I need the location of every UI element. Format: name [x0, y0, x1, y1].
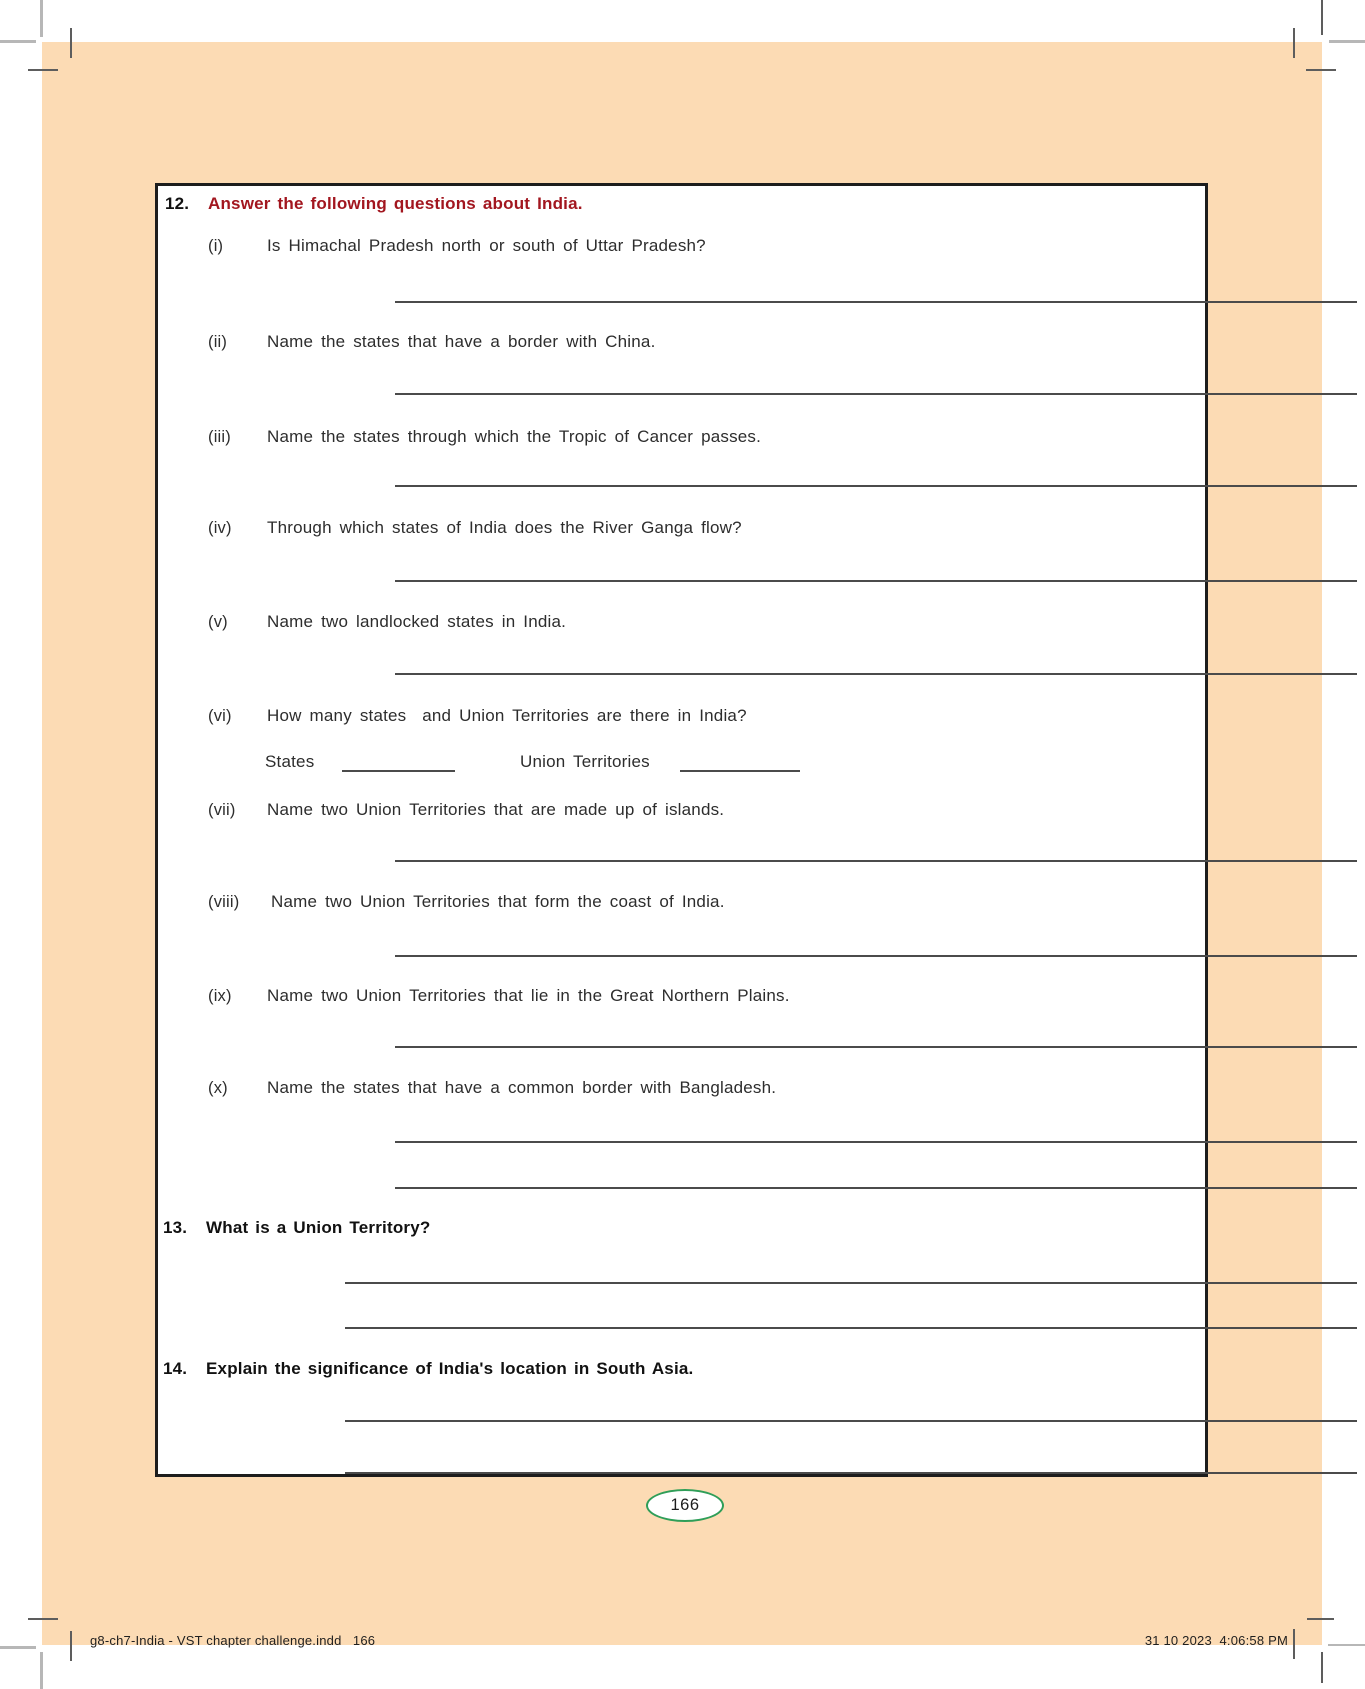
crop-mark	[28, 69, 58, 71]
answer-line[interactable]	[345, 1282, 1357, 1284]
page-number-badge: 166	[646, 1489, 724, 1522]
subquestion-text: Name the states through which the Tropic of Cancer passes.	[267, 427, 762, 446]
answer-line[interactable]	[395, 393, 1357, 395]
subquestion-iv	[158, 517, 1205, 539]
crop-mark	[1321, 1652, 1323, 1683]
crop-mark	[0, 1646, 36, 1649]
crop-mark	[40, 0, 43, 37]
answer-line[interactable]	[395, 1187, 1357, 1189]
subquestion-text: Through which states of India does the River Ganga flow?	[267, 518, 742, 537]
footer-filename: g8-ch7-India - VST chapter challenge.indd 166	[90, 1633, 376, 1648]
subquestion-v	[158, 611, 1205, 633]
subquestion-text: Name the states that have a common border with Bangladesh.	[267, 1078, 777, 1097]
subquestion-text: Is Himachal Pradesh north or south of Uttar Pradesh?	[267, 236, 706, 255]
subquestion-ii	[158, 331, 1205, 353]
subquestion-text: Name two Union Territories that form the coast of India.	[271, 892, 725, 911]
answer-line[interactable]	[345, 1420, 1357, 1422]
crop-mark	[1329, 40, 1365, 43]
answer-line[interactable]	[395, 1141, 1357, 1143]
subquestion-text: Name two Union Territories that lie in the Great Northern Plains.	[267, 986, 790, 1005]
question-number: 13.	[163, 1218, 188, 1237]
subquestion-text: How many states and Union Territories are there in India?	[267, 706, 747, 725]
subquestion-text: Name two landlocked states in India.	[267, 612, 567, 631]
footer-timestamp: 31 10 2023 4:06:58 PM	[1144, 1633, 1288, 1648]
crop-mark	[40, 1652, 43, 1689]
union-territories-label: Union Territories	[520, 752, 650, 771]
question-13-heading	[158, 1217, 1205, 1239]
states-label: States	[265, 752, 315, 771]
crop-mark	[0, 40, 36, 43]
answer-line[interactable]	[345, 1472, 1357, 1474]
states-answer-line[interactable]	[342, 770, 455, 772]
question-12-panel	[155, 183, 1208, 1477]
crop-mark	[70, 1631, 72, 1661]
answer-line[interactable]	[395, 485, 1357, 487]
answer-line[interactable]	[395, 1046, 1357, 1048]
crop-mark	[70, 28, 72, 58]
subquestion-x	[158, 1077, 1205, 1099]
crop-mark	[1307, 1618, 1334, 1620]
question-title: Explain the significance of India's location in South Asia.	[206, 1359, 694, 1378]
question-12-heading	[158, 193, 1205, 215]
question-number: 12.	[165, 194, 190, 213]
subquestion-label: (vii)	[208, 801, 236, 819]
subquestion-label: (ix)	[208, 987, 232, 1005]
subquestion-label: (ii)	[208, 333, 228, 351]
subquestion-label: (i)	[208, 237, 224, 255]
question-14-heading	[158, 1358, 1205, 1380]
union-territories-answer-line[interactable]	[680, 770, 800, 772]
subquestion-viii	[158, 891, 1205, 913]
crop-mark	[1306, 69, 1336, 71]
subquestion-iii	[158, 426, 1205, 448]
crop-mark	[1321, 0, 1323, 35]
subquestion-label: (x)	[208, 1079, 228, 1097]
answer-line[interactable]	[395, 580, 1357, 582]
subquestion-label: (viii)	[208, 893, 240, 911]
answer-line[interactable]	[345, 1327, 1357, 1329]
subquestion-text: Name two Union Territories that are made up of islands.	[267, 800, 725, 819]
subquestion-vi-blanks	[158, 751, 1205, 773]
answer-line[interactable]	[395, 955, 1357, 957]
subquestion-label: (iv)	[208, 519, 232, 537]
answer-line[interactable]	[395, 301, 1357, 303]
answer-line[interactable]	[395, 673, 1357, 675]
subquestion-label: (v)	[208, 613, 228, 631]
answer-line[interactable]	[395, 860, 1357, 862]
crop-mark	[28, 1618, 58, 1620]
subquestion-i	[158, 235, 1205, 257]
subquestion-text: Name the states that have a border with China.	[267, 332, 656, 351]
subquestion-label: (iii)	[208, 428, 231, 446]
subquestion-vi	[158, 705, 1205, 727]
question-number: 14.	[163, 1359, 188, 1378]
subquestion-ix	[158, 985, 1205, 1007]
subquestion-label: (vi)	[208, 707, 232, 725]
question-title: Answer the following questions about India.	[208, 194, 583, 213]
crop-mark	[1293, 1629, 1295, 1659]
question-title: What is a Union Territory?	[206, 1218, 431, 1237]
crop-mark	[1293, 28, 1295, 58]
subquestion-vii	[158, 799, 1205, 821]
crop-mark	[1328, 1644, 1365, 1646]
